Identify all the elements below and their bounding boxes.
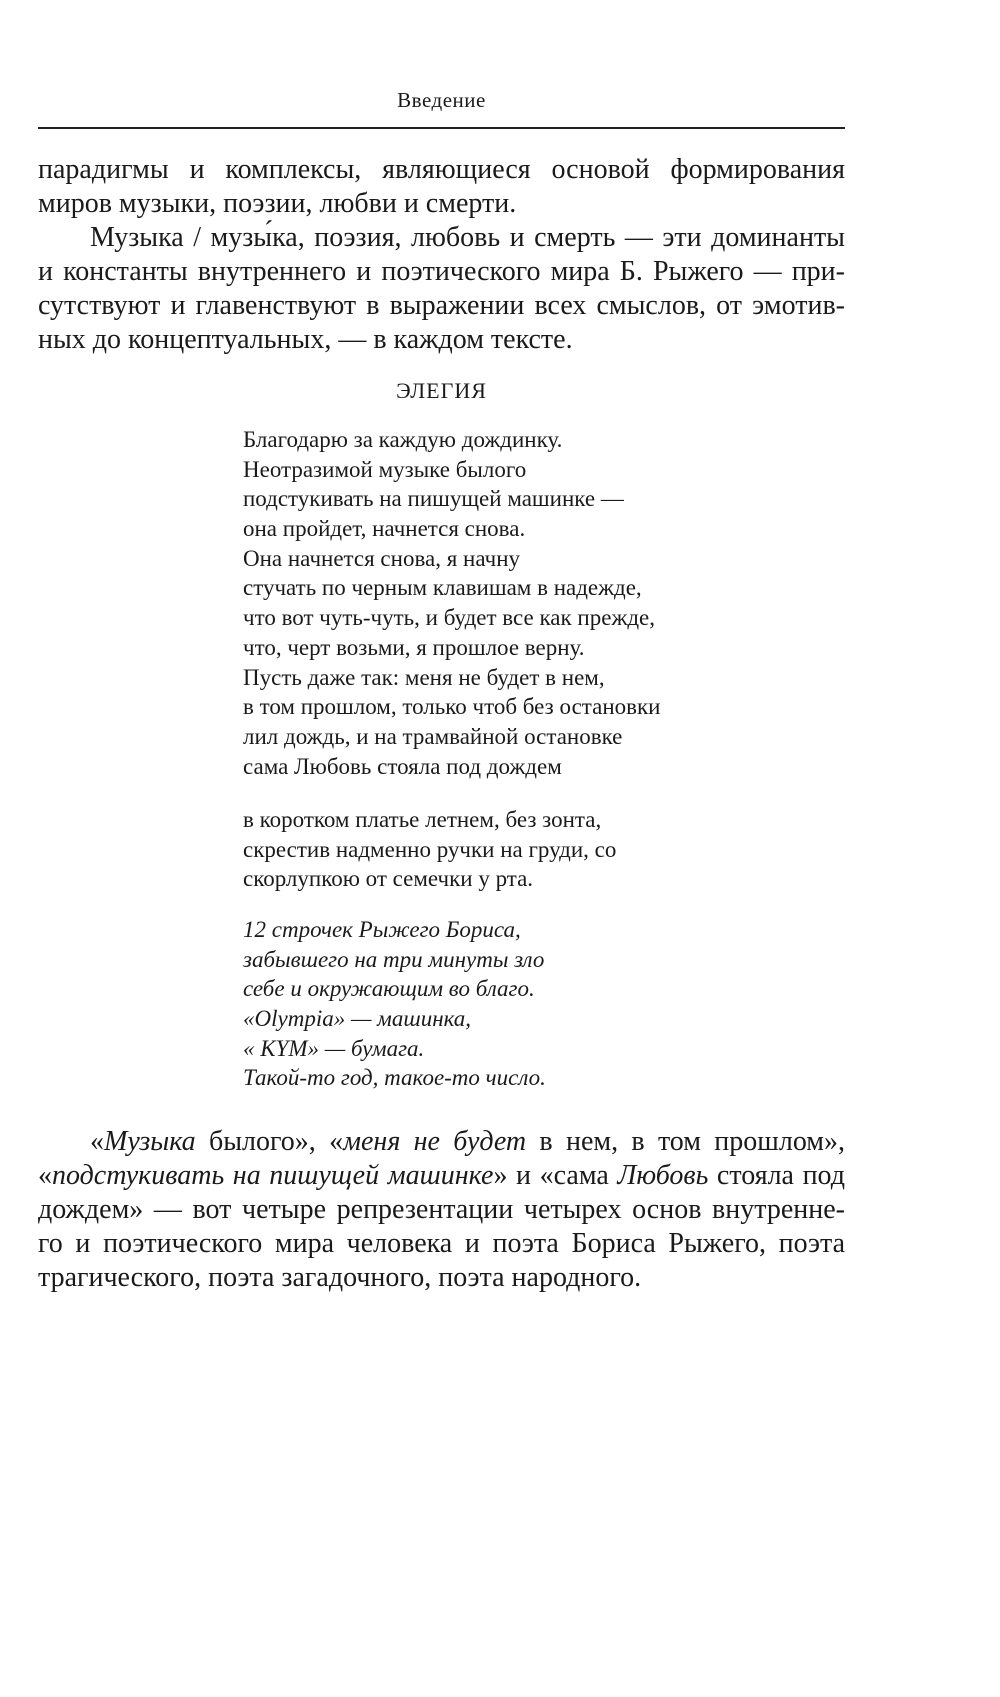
italic-run: Музыка (104, 1126, 196, 1157)
text-line: миров музыки, поэзии, любви и смерти. (38, 188, 517, 219)
text-run: в нем, в том прошлом», (526, 1126, 846, 1157)
text-line: парадигмы и комплексы, являющиеся основой формирования (38, 154, 845, 185)
text-line: ных до концептуальных, — в каждом тексте. (38, 324, 573, 355)
intro-paragraph (38, 153, 845, 357)
text-line: и константы внутреннего и поэтического мира Б. Рыжего — при- (38, 256, 845, 287)
italic-run: меня не будет (343, 1126, 527, 1157)
poem-line: себе и окружающим во благо. (243, 976, 535, 1002)
poem-line: лил дождь, и на трамвайной остановке (243, 723, 623, 749)
header-rule (38, 127, 845, 129)
poem-line: скорлупкою от семечки у рта. (243, 866, 534, 892)
poem-line: что вот чуть-чуть, и будет все как прежде, (243, 605, 655, 631)
poem-line: Неотразимой музыке былого (243, 456, 527, 482)
poem-line: скрестив надменно ручки на груди, со (243, 836, 617, 862)
poem-line: «Olympia» — машинка, (243, 1006, 472, 1032)
poem-line: она пройдет, начнется снова. (243, 516, 526, 542)
poem-line: в том прошлом, только чтоб без остановки (243, 694, 661, 720)
text-run: « (90, 1126, 104, 1157)
poem-line: подстукивать на пишущей машинке — (243, 486, 624, 512)
poem-line: что, черт возьми, я прошлое верну. (243, 634, 585, 660)
italic-run: Любовь (617, 1160, 709, 1191)
poem-line: Она начнется снова, я начну (243, 545, 521, 571)
italic-run: подстукивать на пишущей машинке (52, 1160, 494, 1191)
poem-line: Такой-то год, такое-то число. (243, 1065, 546, 1091)
poem-line: сама Любовь стояла под дождем (243, 753, 562, 779)
poem-line: Благодарю за каждую дождинку. (243, 427, 563, 452)
text-line: трагического, поэта загадочного, поэта народного. (38, 1262, 642, 1293)
text-line: сутствуют и главенствуют в выражении всех смыслов, от эмотив- (38, 290, 845, 321)
poem-line: в коротком платье летнем, без зонта, (243, 807, 602, 832)
closing-paragraph (38, 1125, 845, 1295)
poem-line: 12 строчек Рыжего Бориса, (243, 917, 521, 942)
poem-line: стучать по черным клавишам в надежде, (243, 575, 642, 601)
poem-stanza-1 (243, 425, 660, 781)
poem-stanza-2 (243, 805, 616, 894)
poem-line: « KYM» — бумага. (243, 1035, 425, 1061)
poem-line: забывшего на три минуты зло (243, 946, 545, 972)
text-line: Музыка / музы́ка, поэзия, любовь и смерть — эти доминанты (90, 222, 845, 253)
text-line (38, 1125, 845, 1159)
text-line (38, 1159, 845, 1193)
text-run: стояла под (708, 1160, 845, 1191)
poem-postscript (243, 915, 546, 1093)
text-line: дождем» — вот четыре репрезентации четырех основ внутренне- (38, 1194, 845, 1225)
text-run: былого», « (195, 1126, 344, 1157)
running-header: Введение (397, 88, 486, 112)
text-line: го и поэтического мира человека и поэта Бориса Рыжего, поэта (38, 1228, 845, 1259)
text-run: » и «сама (493, 1160, 618, 1191)
poem-title: ЭЛЕГИЯ (396, 378, 487, 403)
text-run: « (38, 1160, 52, 1191)
poem-line: Пусть даже так: меня не будет в нем, (243, 664, 605, 690)
